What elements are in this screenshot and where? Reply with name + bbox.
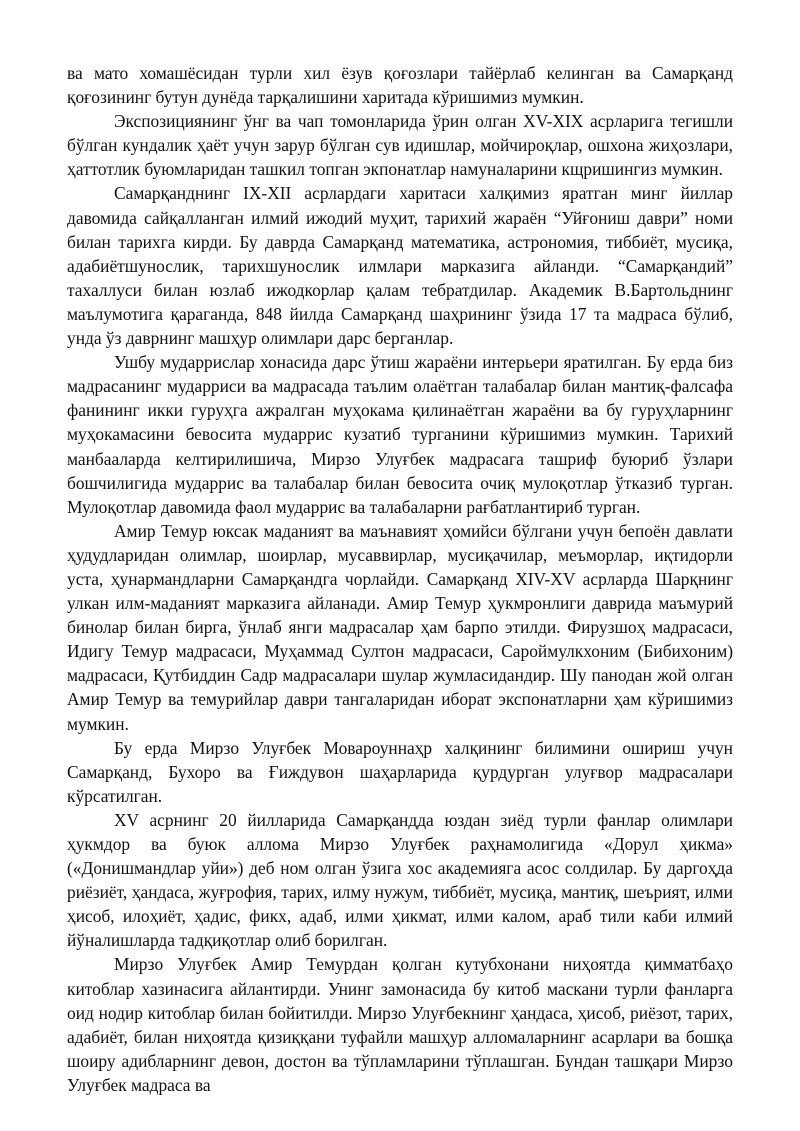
paragraph-exposition-sides: Экспозициянинг ўнг ва чап томонларида ўрин олган XV-XIX асрларига тегишли бўлган кундалик ҳаёт учун зарур бўлган сув идишлар, мойчироқлар, ошхона жиҳозлари, ҳаттотлик буюмларидан ташкил топган экпонатлар намуналарини кщришингиз мумкин. [67,111,733,180]
paragraph-library: Мирзо Улуғбек Амир Темурдан қолган кутубхонани ниҳоятда қимматбаҳо китоблар хазинасига айлантирди. Унинг замонасида бу китоб маскани турли фанларга оид нодир китоблар билан бойитилди. Мирзо Улуғбекнинг ҳандаса, ҳисоб, риёзот, тарих, адабиёт, билан ниҳоятда қизиққани туфайли машҳур алломаларнинг асарлари ва бошқа шоиру адибларнинг девон, достон ва тўпламларини тўплашган. Бундан ташқари Мирзо Улуғбек мадраса ва [67,954,733,1095]
paragraph-samarkand-map: Самарқанднинг IX-XII асрлардаги харитаси халқимиз яратган минг йиллар давомида сайқалланган илмий ижодий муҳит, тарихий жараён “Уйғониш даври” номи билан тарихга кирди. Бу даврда Самарқанд математика, астрономия, тиббиёт, мусиқа, адабиётшунослик, тарихшунослик илмлари марказига айланди. “Самарқандий” тахаллуси билан юзлаб ижодкорлар қалам тебратдилар. Академик В.Бартольднинг маълумотига қараганда, 848 йилда Самарқанд шаҳрининг ўзида 17 та мадраса бўлиб, унда ўз даврнинг машҳур олимлари дарс берганлар. [67,183,733,349]
paragraph-academy: XV асрнинг 20 йилларида Самарқандда юздан зиёд турли фанлар олимлари ҳукмдор ва буюк аллома Мирзо Улуғбек раҳнамолигида «Дорул ҳикма» («Донишмандлар уйи») деб ном олган ўзига хос академияга асос солдилар. Бу даргоҳда риёзиёт, ҳандаса, жуғрофия, тарих, илму нужум, тиббиёт, мусиқа, мантиқ, шеърият, илми ҳисоб, илоҳиёт, ҳадис, фикх, адаб, илми ҳикмат, илми калом, араб тили каби илмий йўналишларда тадқиқотлар олиб борилган. [67,809,733,951]
paragraph-paper-map: ва мато хомашёсидан турли хил ёзув қоғозлари тайёрлаб келинган ва Самарқанд қоғозининг бутун дунёда тарқалишини харитада кўришимиз мумкин. [67,63,733,108]
document-page [67,61,733,1097]
paragraph-ulugbek-madrasas: Бу ерда Мирзо Улуғбек Мовароуннаҳр халқининг билимини ошириш учун Самарқанд, Бухоро ва Ғиждувон шаҳарларида қурдурган улуғвор мадрасалари кўрсатилган. [67,737,733,806]
paragraph-teachers-room: Ушбу мударрислар хонасида дарс ўтиш жараёни интерьери яратилган. Бу ерда биз мадрасанинг мударриси ва мадрасада таълим олаётган талабалар билан мантиқ-фалсафа фанининг икки гуруҳга ажралган муҳокама қилинаётган жараёни ва бу гуруҳларнинг муҳокамасини бевосита мударрис кузатиб турганини кўришимиз мумкин. Тарихий манбааларда келтирилишича, Мирзо Улуғбек мадрасага ташриф буюриб ўзлари бошчилигида мударрис ва талабалар билан бевосита очиқ мулоқотлар ўтказиб турган. Мулоқотлар давомида фаол мударрис ва талабаларни рағбатлантириб турган. [67,352,733,517]
paragraph-amir-temur: Амир Темур юксак маданият ва маънавият ҳомийси бўлгани учун бепоён давлати ҳудудларидан олимлар, шоирлар, мусаввирлар, мусиқачилар, меъморлар, иқтидорли уста, ҳунармандларни Самарқандга чорлайди. Самарқанд XIV-XV асрларда Шарқнинг улкан илм-маданият марказига айланади. Амир Темур ҳукмронлиги даврида маъмурий бинолар билан бирга, ўнлаб янги мадрасалар ҳам барпо этилди. Фирузшоҳ мадрасаси, Идигу Темур мадрасаси, Муҳаммад Султон мадрасаси, Сароймулкхоним (Бибихоним) мадрасаси, Қутбиддин Садр мадрасалари шулар жумласидандир. Шу панодан жой олган Амир Темур ва темурийлар даври тангаларидан иборат экспонатларни ҳам кўришимиз мумкин. [67,520,733,734]
